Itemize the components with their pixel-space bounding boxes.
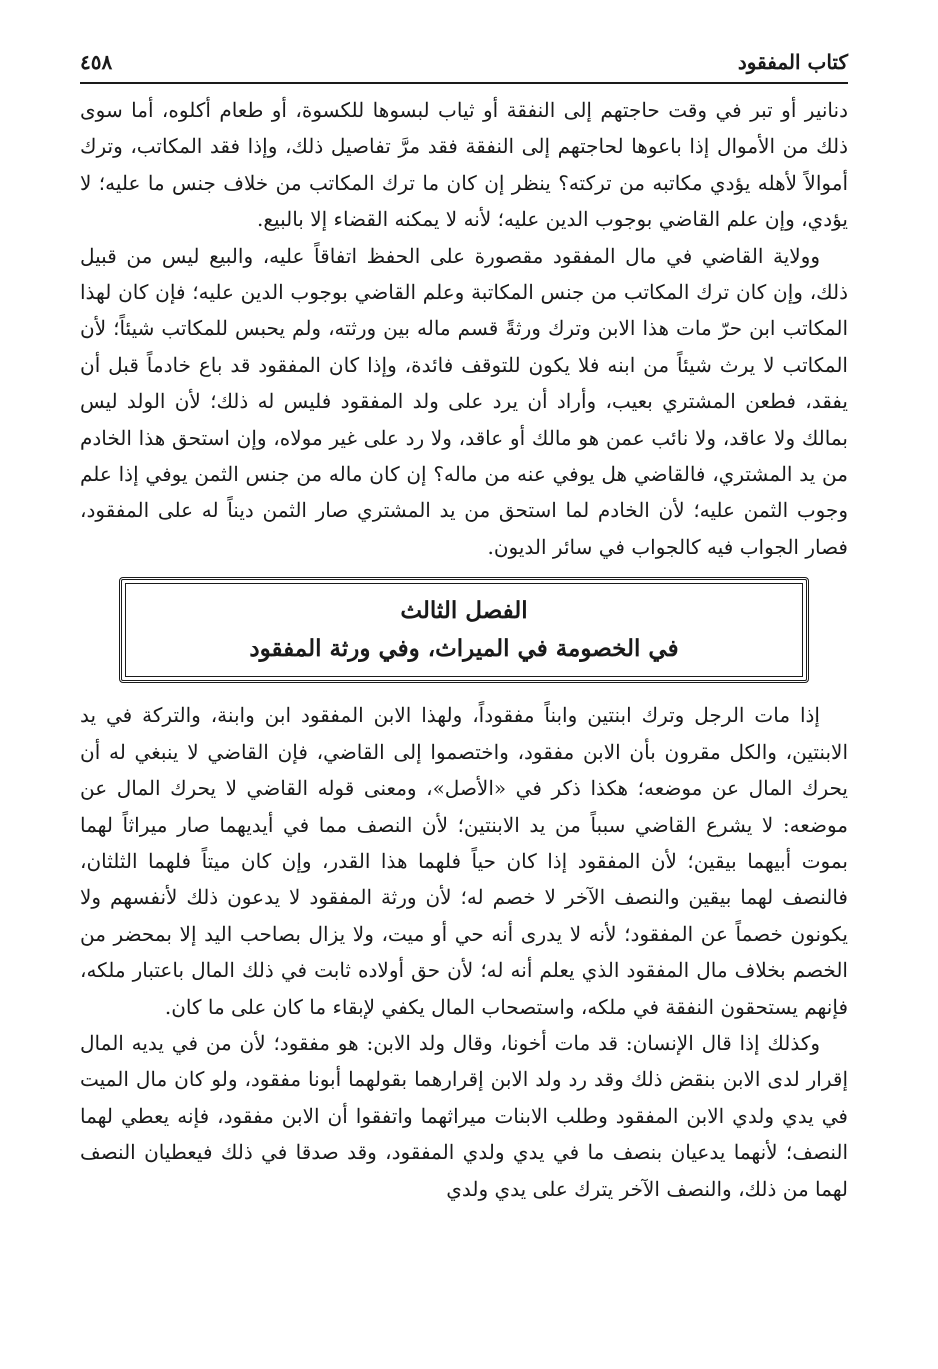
paragraph: وكذلك إذا قال الإنسان: قد مات أخونا، وقال ولد الابن: هو مفقود؛ لأن من في يديه المال إقرار لدى الابن بنقض ذلك وقد رد ولد الابن إقرارهما بقولهما أبونا مفقود، ولو كان مال الميت في يدي ولدي الابن المفقود وطلب الابنات ميراثهما واتفقوا أن الابن مفقود، فإنه يعطي لهما النصف؛ لأنهما يدعيان بنصف ما في يدي ولدي المفقود، وقد صدقا في ذلك فيعطيان النصف لهما من ذلك، والنصف الآخر يترك على يدي ولدي	[80, 1030, 848, 1201]
section-heading-frame	[125, 583, 803, 677]
page-number: ٤٥٨	[80, 50, 113, 74]
paragraph: دنانير أو تبر في وقت حاجتهم إلى النفقة أو ثياب لبسوها للكسوة، أو طعام أكلوه، أما سوى ذلك من الأموال إذا باعوها لحاجتهم إلى النفقة فقد مرَّ تفاصيل ذلك، وإذا فقد المكاتب، وترك أموالاً لأهله يؤدي مكاتبه من تركته؟ ينظر إن كان ما ترك المكاتب من خلاف جنس ما عليه؛ لا يؤدي، وإن علم القاضي بوجوب الدين عليه؛ لأنه لا يمكنه القضاء إلا بالبيع.	[80, 98, 848, 232]
book-page	[80, 50, 848, 1207]
section-heading-box	[119, 577, 809, 683]
section-title: الفصل الثالث	[400, 597, 528, 625]
paragraph: إذا مات الرجل وترك ابنتين وابناً مفقوداً، ولهذا الابن المفقود ابن وابنة، والتركة في يد الابنتين، والكل مقرون بأن الابن مفقود، واختصموا إلى القاضي، فإن القاضي لا ينبغي له أن يحرك المال عن موضعه؛ هكذا ذكر في «الأصل»، ومعنى قوله القاضي لا يحرك المال عن موضعه: لا يشرع القاضي سبباً من يد الابنتين؛ لأن النصف مما في أيديهما صار ميراثاً لهما بموت أبيهما بيقين؛ لأن المفقود إذا كان حياً فلهما هذا القدر، وإن كان ميتاً فلهما الثلثان، فالنصف لهما بيقين والنصف الآخر لا خصم له؛ لأن ورثة المفقود لا يدعون ذلك لأنفسهم ولا يكونون خصماً عن المفقود؛ لأنه لا يدرى أنه حي أو ميت، ولا يزال بصاحب اليد إلا بمحضر من الخصم بخلاف مال المفقود الذي يعلم أنه له؛ لأن حق أولاده ثابت في ذلك المال باعتبار ملكه، فإنهم يستحقون النفقة في ملكه، واستصحاب المال يكفي لإبقاء ما كان على ما كان.	[80, 703, 848, 1019]
paragraph: وولاية القاضي في مال المفقود مقصورة على الحفظ اتفاقاً عليه، والبيع ليس من قبيل ذلك، وإن كان ترك المكاتب من جنس المكاتبة وعلم القاضي بوجوب الدين عليه؛ فإن كان لهذا المكاتب ابن حرّ مات هذا الابن وترك ورثةً قسم ماله بين ورثته، ولم يحبس للمكاتب شيئاً؛ لأن المكاتب لا يرث شيئاً من ابنه فلا يكون للتوقف فائدة، وإذا كان المفقود قد باع خادماً قبل أن يفقد، فطعن المشتري بعيب، وأراد أن يرد على ولد المفقود فليس له ذلك؛ لأن الولد ليس بمالك ولا عاقد، ولا نائب عمن هو مالك أو عاقد، ولا رد على غير مولاه، وإن استحق هذا الخادم من يد المشتري، فالقاضي هل يوفي عنه من ماله؟ إن كان ماله من جنس الثمن يوفي إذا علم وجوب الثمن عليه؛ لأن الخادم لما استحق من يد المشتري صار الثمن ديناً له على المفقود، فصار الجواب فيه كالجواب في سائر الديون.	[80, 243, 849, 559]
running-header	[80, 50, 848, 82]
book-title: كتاب المفقود	[737, 50, 848, 74]
header-rule	[80, 82, 848, 84]
section-subtitle: في الخصومة في الميراث، وفي ورثة المفقود	[249, 635, 679, 663]
